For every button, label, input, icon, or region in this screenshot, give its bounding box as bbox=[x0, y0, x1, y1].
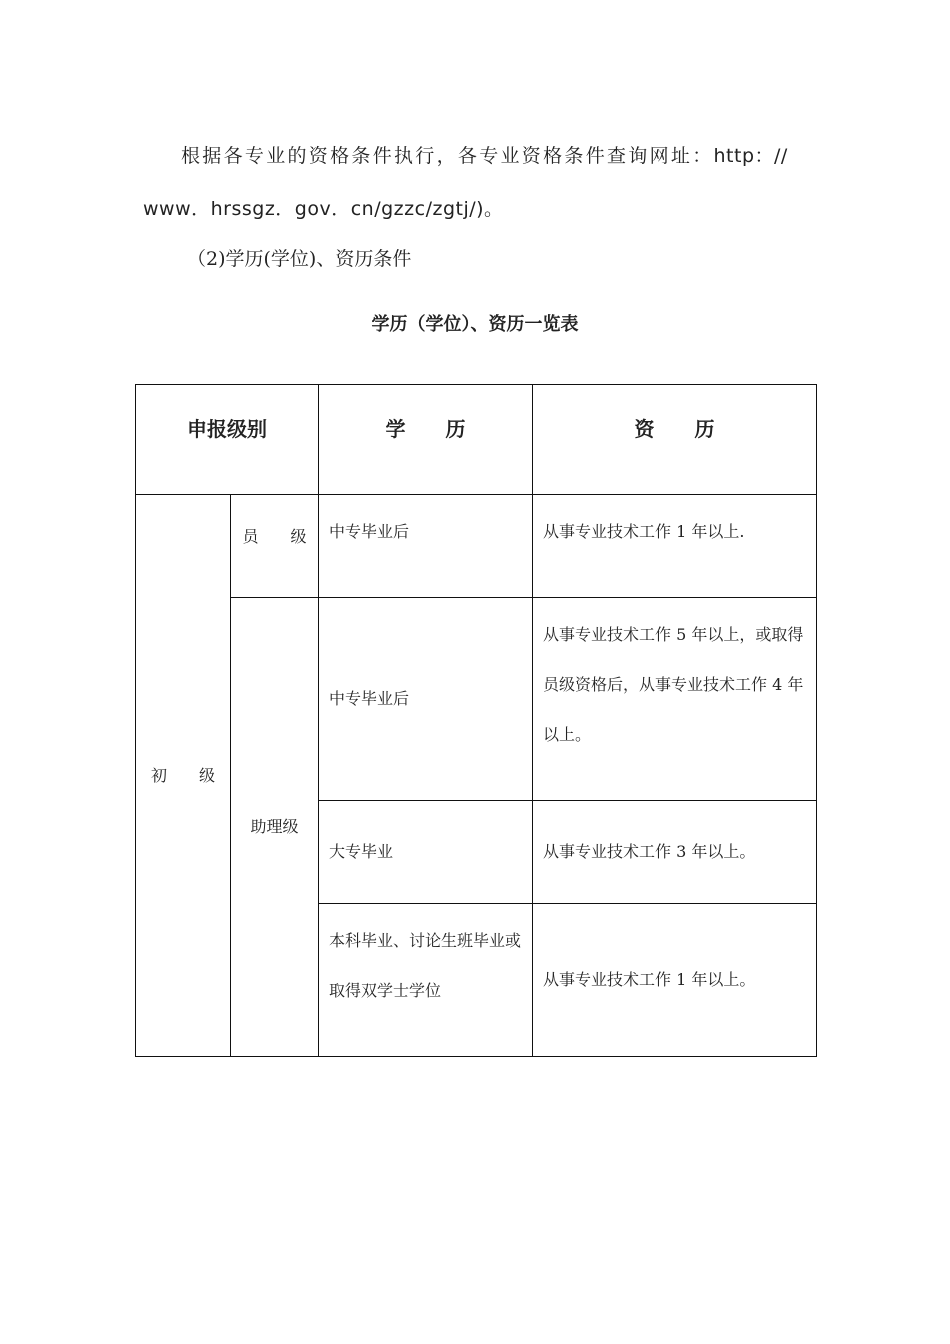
table-row bbox=[136, 495, 817, 598]
experience-cell: 从事专业技术工作 3 年以上。 bbox=[533, 801, 817, 904]
qualification-table bbox=[135, 384, 817, 1057]
header-experience: 资 历 bbox=[533, 385, 817, 495]
table-header-row bbox=[136, 385, 817, 495]
experience-cell: 从事专业技术工作 5 年以上，或取得员级资格后，从事专业技术工作 4 年以上。 bbox=[533, 598, 817, 801]
intro-url[interactable]: http：// www．hrssgz．gov．cn/gzzc/zgtj/)。 bbox=[143, 145, 788, 220]
subcategory-clerk: 员 级 bbox=[231, 495, 319, 598]
education-cell: 本科毕业、讨论生班毕业或取得双学士学位 bbox=[319, 904, 533, 1057]
intro-text: 根据各专业的资格条件执行，各专业资格条件查询网址： bbox=[181, 145, 714, 167]
header-education: 学 历 bbox=[319, 385, 533, 495]
education-cell: 大专毕业 bbox=[319, 801, 533, 904]
subheading: （2)学历(学位)、资历条件 bbox=[187, 248, 412, 270]
education-cell: 中专毕业后 bbox=[319, 598, 533, 801]
education-cell: 中专毕业后 bbox=[319, 495, 533, 598]
table-title: 学历（学位）、资历一览表 bbox=[371, 314, 579, 335]
intro-paragraph bbox=[143, 130, 813, 236]
header-level: 申报级别 bbox=[136, 385, 319, 495]
table-row bbox=[136, 598, 817, 801]
category-cell: 初 级 bbox=[136, 495, 231, 1057]
experience-cell: 从事专业技术工作 1 年以上. bbox=[533, 495, 817, 598]
subcategory-assistant: 助理级 bbox=[231, 598, 319, 1057]
experience-cell: 从事专业技术工作 1 年以上。 bbox=[533, 904, 817, 1057]
